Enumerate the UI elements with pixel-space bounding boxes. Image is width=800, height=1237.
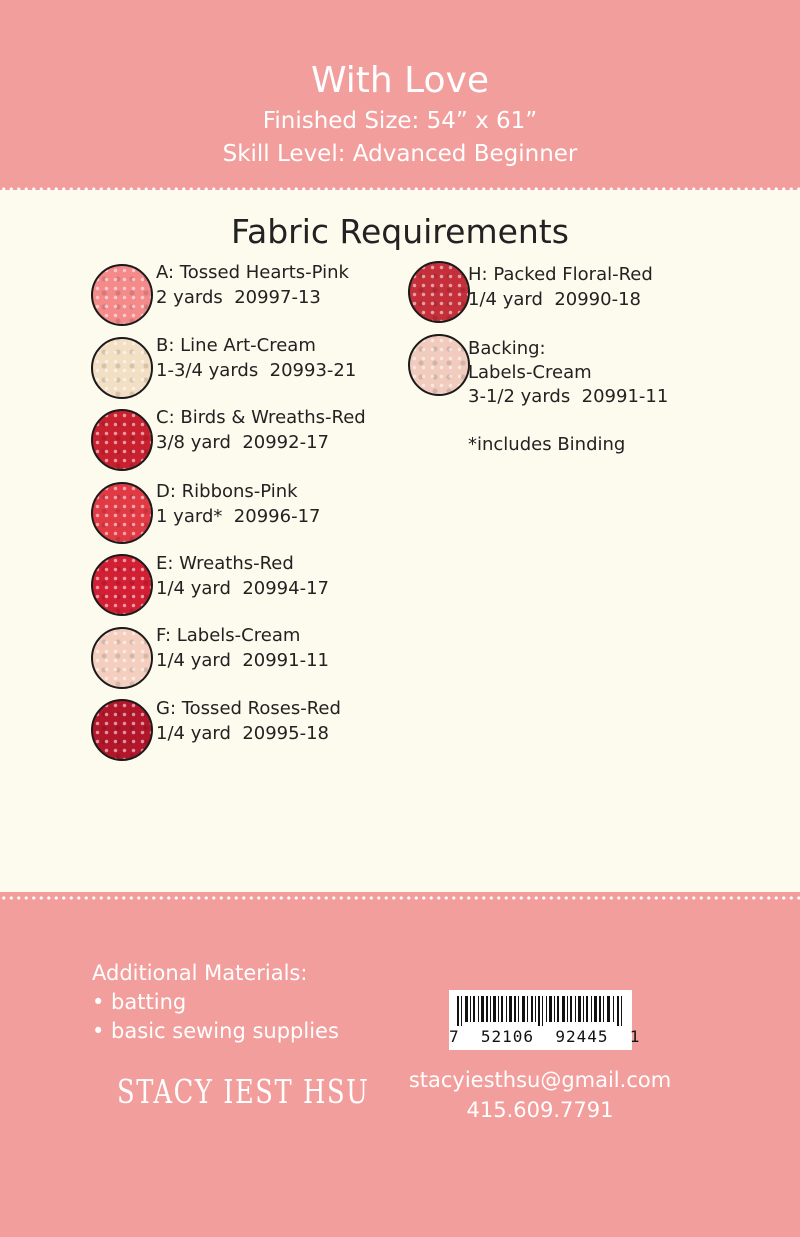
- barcode: [449, 990, 641, 1050]
- fabric-b-swatch: [91, 337, 153, 399]
- fabric-d-amount: 1 yard* 20996-17: [156, 506, 321, 527]
- skill-level: Skill Level: Advanced Beginner: [222, 141, 578, 167]
- fabric-d-name: D: Ribbons-Pink: [156, 481, 298, 502]
- backing-swatch: [408, 334, 470, 396]
- fabric-g-name: G: Tossed Roses-Red: [156, 698, 341, 719]
- fabric-b-amount: 1-3/4 yards 20993-21: [156, 360, 357, 381]
- fabric-a-name: A: Tossed Hearts-Pink: [156, 262, 349, 283]
- fabric-f-amount: 1/4 yard 20991-11: [156, 650, 329, 671]
- fabric-g-swatch: [91, 699, 153, 761]
- barcode-digits: 7 52106 92445 1: [449, 1027, 641, 1046]
- fabric-d-swatch: [91, 482, 153, 544]
- fabric-e-amount: 1/4 yard 20994-17: [156, 578, 329, 599]
- designer-signature: STACY IEST HSU: [117, 1072, 370, 1111]
- fabric-e-swatch: [91, 554, 153, 616]
- fabric-b-name: B: Line Art-Cream: [156, 335, 316, 356]
- backing-name: Labels-Cream: [468, 362, 592, 383]
- additional-materials-heading: Additional Materials:: [92, 961, 308, 985]
- fabric-a-swatch: [91, 264, 153, 326]
- fabric-c-amount: 3/8 yard 20992-17: [156, 432, 329, 453]
- fabric-a-amount: 2 yards 20997-13: [156, 287, 321, 308]
- fabric-c-swatch: [91, 409, 153, 471]
- backing-amount: 3-1/2 yards 20991-11: [468, 386, 669, 407]
- dotted-divider-bottom: [0, 896, 800, 900]
- fabric-h-name: H: Packed Floral-Red: [468, 264, 653, 285]
- fabric-g-amount: 1/4 yard 20995-18: [156, 723, 329, 744]
- backing-label: Backing:: [468, 338, 546, 359]
- material-item: • batting: [92, 990, 187, 1014]
- fabric-f-name: F: Labels-Cream: [156, 625, 301, 646]
- pattern-title: With Love: [310, 60, 490, 101]
- contact-email: stacyiesthsu@gmail.com: [408, 1068, 672, 1092]
- fabric-h-swatch: [408, 261, 470, 323]
- material-item: • basic sewing supplies: [92, 1019, 339, 1043]
- footer-band: [0, 892, 800, 1237]
- dotted-divider-top: [0, 187, 800, 191]
- fabric-requirements-heading: Fabric Requirements: [231, 212, 569, 251]
- fabric-h-amount: 1/4 yard 20990-18: [468, 289, 641, 310]
- fabric-e-name: E: Wreaths-Red: [156, 553, 294, 574]
- fabric-c-name: C: Birds & Wreaths-Red: [156, 407, 366, 428]
- finished-size: Finished Size: 54” x 61”: [262, 108, 538, 134]
- contact-phone: 415.609.7791: [466, 1098, 614, 1122]
- fabric-f-swatch: [91, 627, 153, 689]
- barcode-bars-icon: [457, 996, 623, 1026]
- binding-note: *includes Binding: [468, 434, 626, 455]
